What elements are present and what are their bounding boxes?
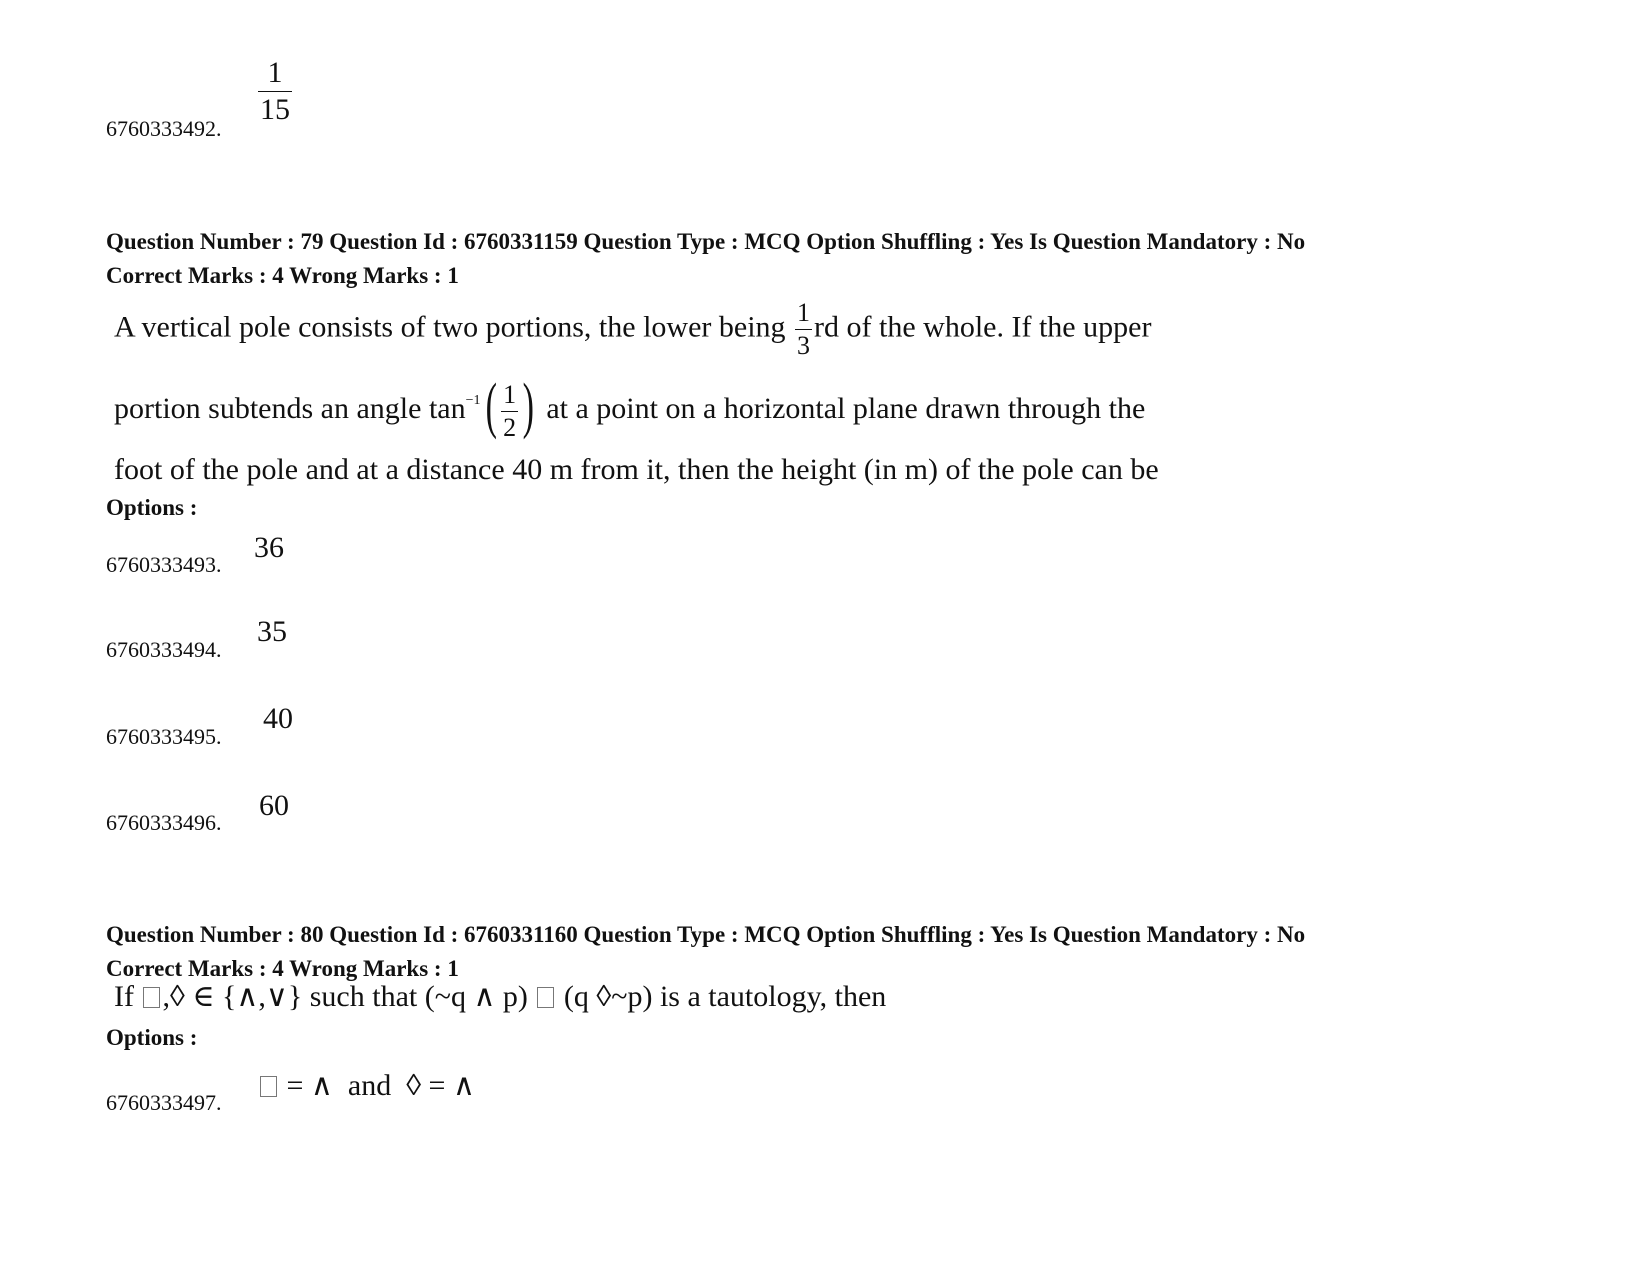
- fraction-one-third: [795, 300, 812, 359]
- option-id: 6760333494.: [106, 637, 222, 662]
- option-id: 6760333493.: [106, 552, 222, 577]
- option-value: 36: [254, 531, 284, 564]
- element-of-symbol: ∈: [192, 980, 215, 1013]
- fraction-denominator: 15: [260, 93, 290, 126]
- option-id: 6760333492.: [106, 116, 222, 141]
- fraction-denominator: 2: [503, 412, 517, 442]
- box-operator-symbol: [143, 987, 160, 1008]
- question-text-line-2: [114, 372, 1146, 442]
- question-text: If: [114, 980, 134, 1013]
- question-text-q80: [114, 979, 886, 1014]
- option-id: 6760333497.: [106, 1090, 222, 1115]
- equals-and: = ∧: [428, 1069, 475, 1102]
- question-meta: Question Number : 80 Question Id : 6760331160 Question Type : MCQ Option Shuffling : Yes Is Question Mandatory : No: [106, 922, 1306, 947]
- and-word: and: [347, 1069, 392, 1102]
- diamond-operator-symbol: ◊: [596, 980, 612, 1013]
- fraction-one-half: [501, 379, 518, 442]
- expression-part: (~q ∧ p): [424, 980, 528, 1013]
- option-value: [258, 1068, 475, 1103]
- comma: ,: [162, 980, 170, 1013]
- operator-set: {∧,∨}: [222, 980, 303, 1013]
- question-text-line-1: [114, 300, 1151, 359]
- question-text: such that: [309, 980, 418, 1013]
- options-label: Options :: [106, 1025, 198, 1050]
- fraction-numerator: 1: [503, 379, 517, 409]
- diamond-operator-symbol: ◊: [169, 980, 185, 1013]
- expression-part: (q: [563, 980, 589, 1013]
- option-value: 60: [259, 789, 289, 822]
- left-paren: (: [485, 372, 497, 440]
- expression-part: ~p) is a tautology, then: [611, 980, 887, 1013]
- question-text: at a point on a horizontal plane drawn through the: [546, 391, 1146, 425]
- option-value-fraction: [258, 58, 292, 125]
- question-meta: Question Number : 79 Question Id : 6760331159 Question Type : MCQ Option Shuffling : Yes Is Question Mandatory : No: [106, 229, 1306, 254]
- fraction-denominator: 3: [797, 331, 811, 360]
- fraction-numerator: 1: [797, 298, 811, 327]
- question-header-80: [106, 918, 1305, 986]
- option-value: 40: [263, 702, 293, 735]
- equals-and: = ∧: [286, 1069, 333, 1102]
- box-operator-symbol: [260, 1076, 277, 1097]
- question-text: portion subtends an angle: [114, 391, 422, 425]
- question-marks: Correct Marks : 4 Wrong Marks : 1: [106, 263, 459, 288]
- right-paren: ): [522, 372, 535, 440]
- box-operator-symbol: [537, 987, 554, 1008]
- question-text-line-3: foot of the pole and at a distance 40 m from it, then the height (in m) of the pole can be: [114, 453, 1159, 486]
- question-header-79: [106, 225, 1305, 293]
- diamond-operator-symbol: ◊: [406, 1069, 422, 1102]
- question-marks: Correct Marks : 4 Wrong Marks : 1: [106, 956, 459, 981]
- option-value: 35: [257, 615, 287, 648]
- option-id: 6760333495.: [106, 724, 222, 749]
- fraction-numerator: 1: [267, 56, 283, 89]
- options-label: Options :: [106, 495, 198, 520]
- question-text: rd of the whole. If the upper: [814, 310, 1152, 344]
- option-id: 6760333496.: [106, 810, 222, 835]
- tan-function: tan: [428, 391, 466, 425]
- inverse-superscript: −1: [465, 392, 481, 408]
- question-text: A vertical pole consists of two portions, the lower being: [114, 310, 786, 344]
